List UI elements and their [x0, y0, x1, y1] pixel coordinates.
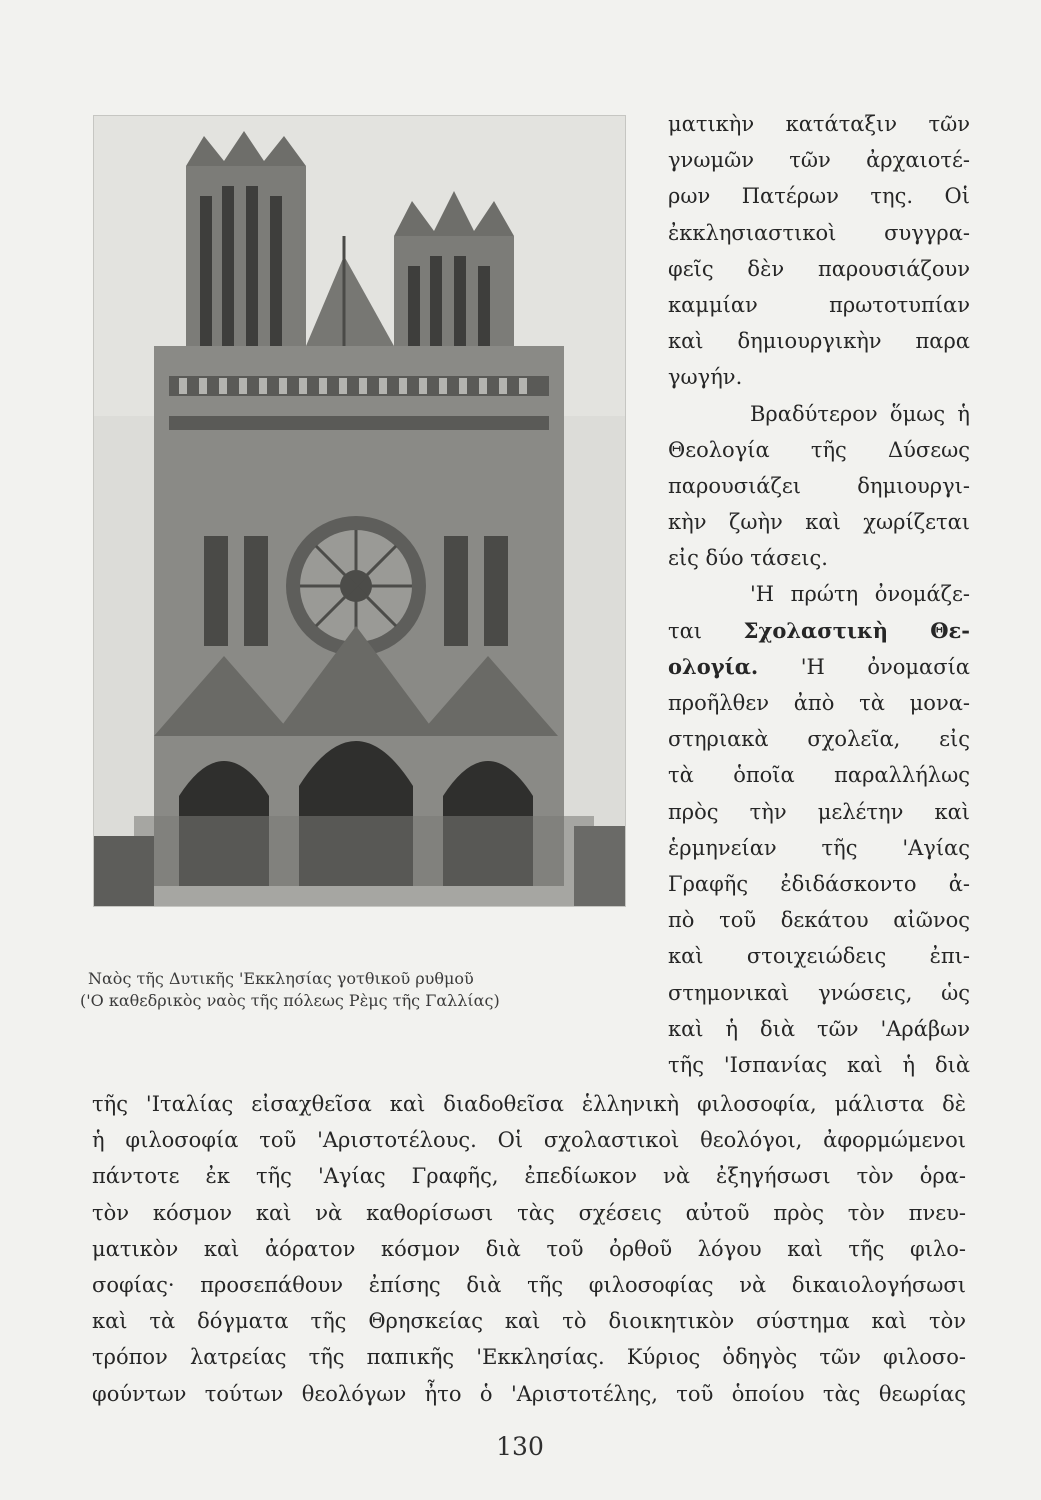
cathedral-photo [93, 115, 626, 907]
term-scholastic-theology-end: ολογία. [668, 653, 759, 679]
text-line: φεῖς δὲν παρουσιάζουν [668, 256, 970, 281]
text-line: στηριακὰ σχολεῖα, εἰς [668, 727, 970, 752]
text-line: πάντοτε ἐκ τῆς 'Αγίας Γραφῆς, ἐπεδίωκον νὰ ἐξηγήσωσι τὸν ὁρα- [92, 1164, 966, 1189]
text-line: 'Η πρώτη ὀνομάζε- [750, 582, 970, 607]
text-line: ἐκκλησιαστικοὶ συγγρα- [668, 220, 970, 245]
text-line: στημονικαὶ γνώσεις, ὡς [668, 980, 970, 1005]
text-line: Θεολογία τῆς Δύσεως [668, 437, 970, 462]
text-line: ματικὸν καὶ ἀόρατον κόσμον διὰ τοῦ ὀρθοῦ λόγου καὶ τῆς φιλο- [92, 1236, 966, 1261]
text-line: εἰς δύο τάσεις. [668, 546, 828, 571]
text-line: τὰ ὁποῖα παραλλήλως [668, 763, 970, 788]
text-line: καὶ δημιουργικὴν παρα [668, 329, 970, 354]
right-column-text [668, 106, 970, 1083]
text-line: πὸ τοῦ δεκάτου αἰῶνος [668, 908, 970, 933]
text-line: τῆς 'Ισπανίας καὶ ἡ διὰ [668, 1052, 970, 1077]
text-line: τῆς 'Ιταλίας εἰσαχθεῖσα καὶ διαδοθεῖσα ἑλληνικὴ φιλοσοφία, μάλιστα δὲ [92, 1092, 966, 1116]
text-fragment: 'Η ὀνομασία [800, 654, 970, 679]
photo-caption [80, 968, 640, 1012]
full-width-text [92, 1086, 966, 1412]
text-line: ρων Πατέρων της. Οἱ [668, 184, 970, 209]
text-line: καμμίαν πρωτοτυπίαν [668, 292, 970, 317]
text-line: ἡ φιλοσοφία τοῦ 'Αριστοτέλους. Οἱ σχολαστικοὶ θεολόγοι, ἀφορμώμενοι [92, 1128, 966, 1153]
text-line: γνωμῶν τῶν ἀρχαιοτέ- [668, 148, 970, 173]
text-fragment: ται [668, 618, 703, 643]
caption-line-2: ('Ο καθεδρικὸς ναὸς τῆς πόλεως Ρὲμς τῆς Γαλλίας) [80, 991, 500, 1010]
text-line: προῆλθεν ἀπὸ τὰ μονα- [668, 691, 970, 715]
text-line: Γραφῆς ἐδιδάσκοντο ἀ- [668, 871, 970, 896]
caption-line-1: Ναὸς τῆς Δυτικῆς 'Εκκλησίας γοτθικοῦ ρυθμοῦ [88, 969, 474, 988]
text-line [668, 613, 970, 649]
text-line: τὸν κόσμον καὶ νὰ καθορίσωσι τὰς σχέσεις αὐτοῦ πρὸς τὸν πνευ- [92, 1200, 966, 1225]
text-line: σοφίας· προσεπάθουν ἐπίσης διὰ τῆς φιλοσοφίας νὰ δικαιολογήσωσι [92, 1272, 966, 1297]
page-number: 130 [496, 1432, 544, 1461]
text-line: ἑρμηνείαν τῆς 'Αγίας [668, 835, 970, 860]
text-line [668, 649, 970, 685]
text-line: Βραδύτερον ὅμως ἡ [750, 401, 970, 426]
text-line: ματικὴν κατάταξιν τῶν [668, 112, 970, 136]
text-line: καὶ ἡ διὰ τῶν 'Αράβων [668, 1016, 970, 1041]
text-line: τρόπον λατρείας τῆς παπικῆς 'Εκκλησίας. Κύριος ὁδηγὸς τῶν φιλοσο- [92, 1345, 966, 1370]
text-line: παρουσιάζει δημιουργι- [668, 473, 970, 498]
text-line: φούντων τούτων θεολόγων ἦτο ὁ 'Αριστοτέλης, τοῦ ὁποίου τὰς θεωρίας [92, 1381, 966, 1406]
text-line: πρὸς τὴν μελέτην καὶ [668, 799, 970, 824]
text-line: καὶ τὰ δόγματα τῆς Θρησκείας καὶ τὸ διοικητικὸν σύστημα καὶ τὸν [92, 1309, 966, 1334]
text-line: καὶ στοιχειώδεις ἐπι- [668, 944, 970, 969]
text-line: γωγήν. [668, 365, 743, 390]
text-line: κὴν ζωὴν καὶ χωρίζεται [668, 510, 970, 535]
term-scholastic-theology: Σχολαστικὴ Θε- [743, 617, 970, 643]
